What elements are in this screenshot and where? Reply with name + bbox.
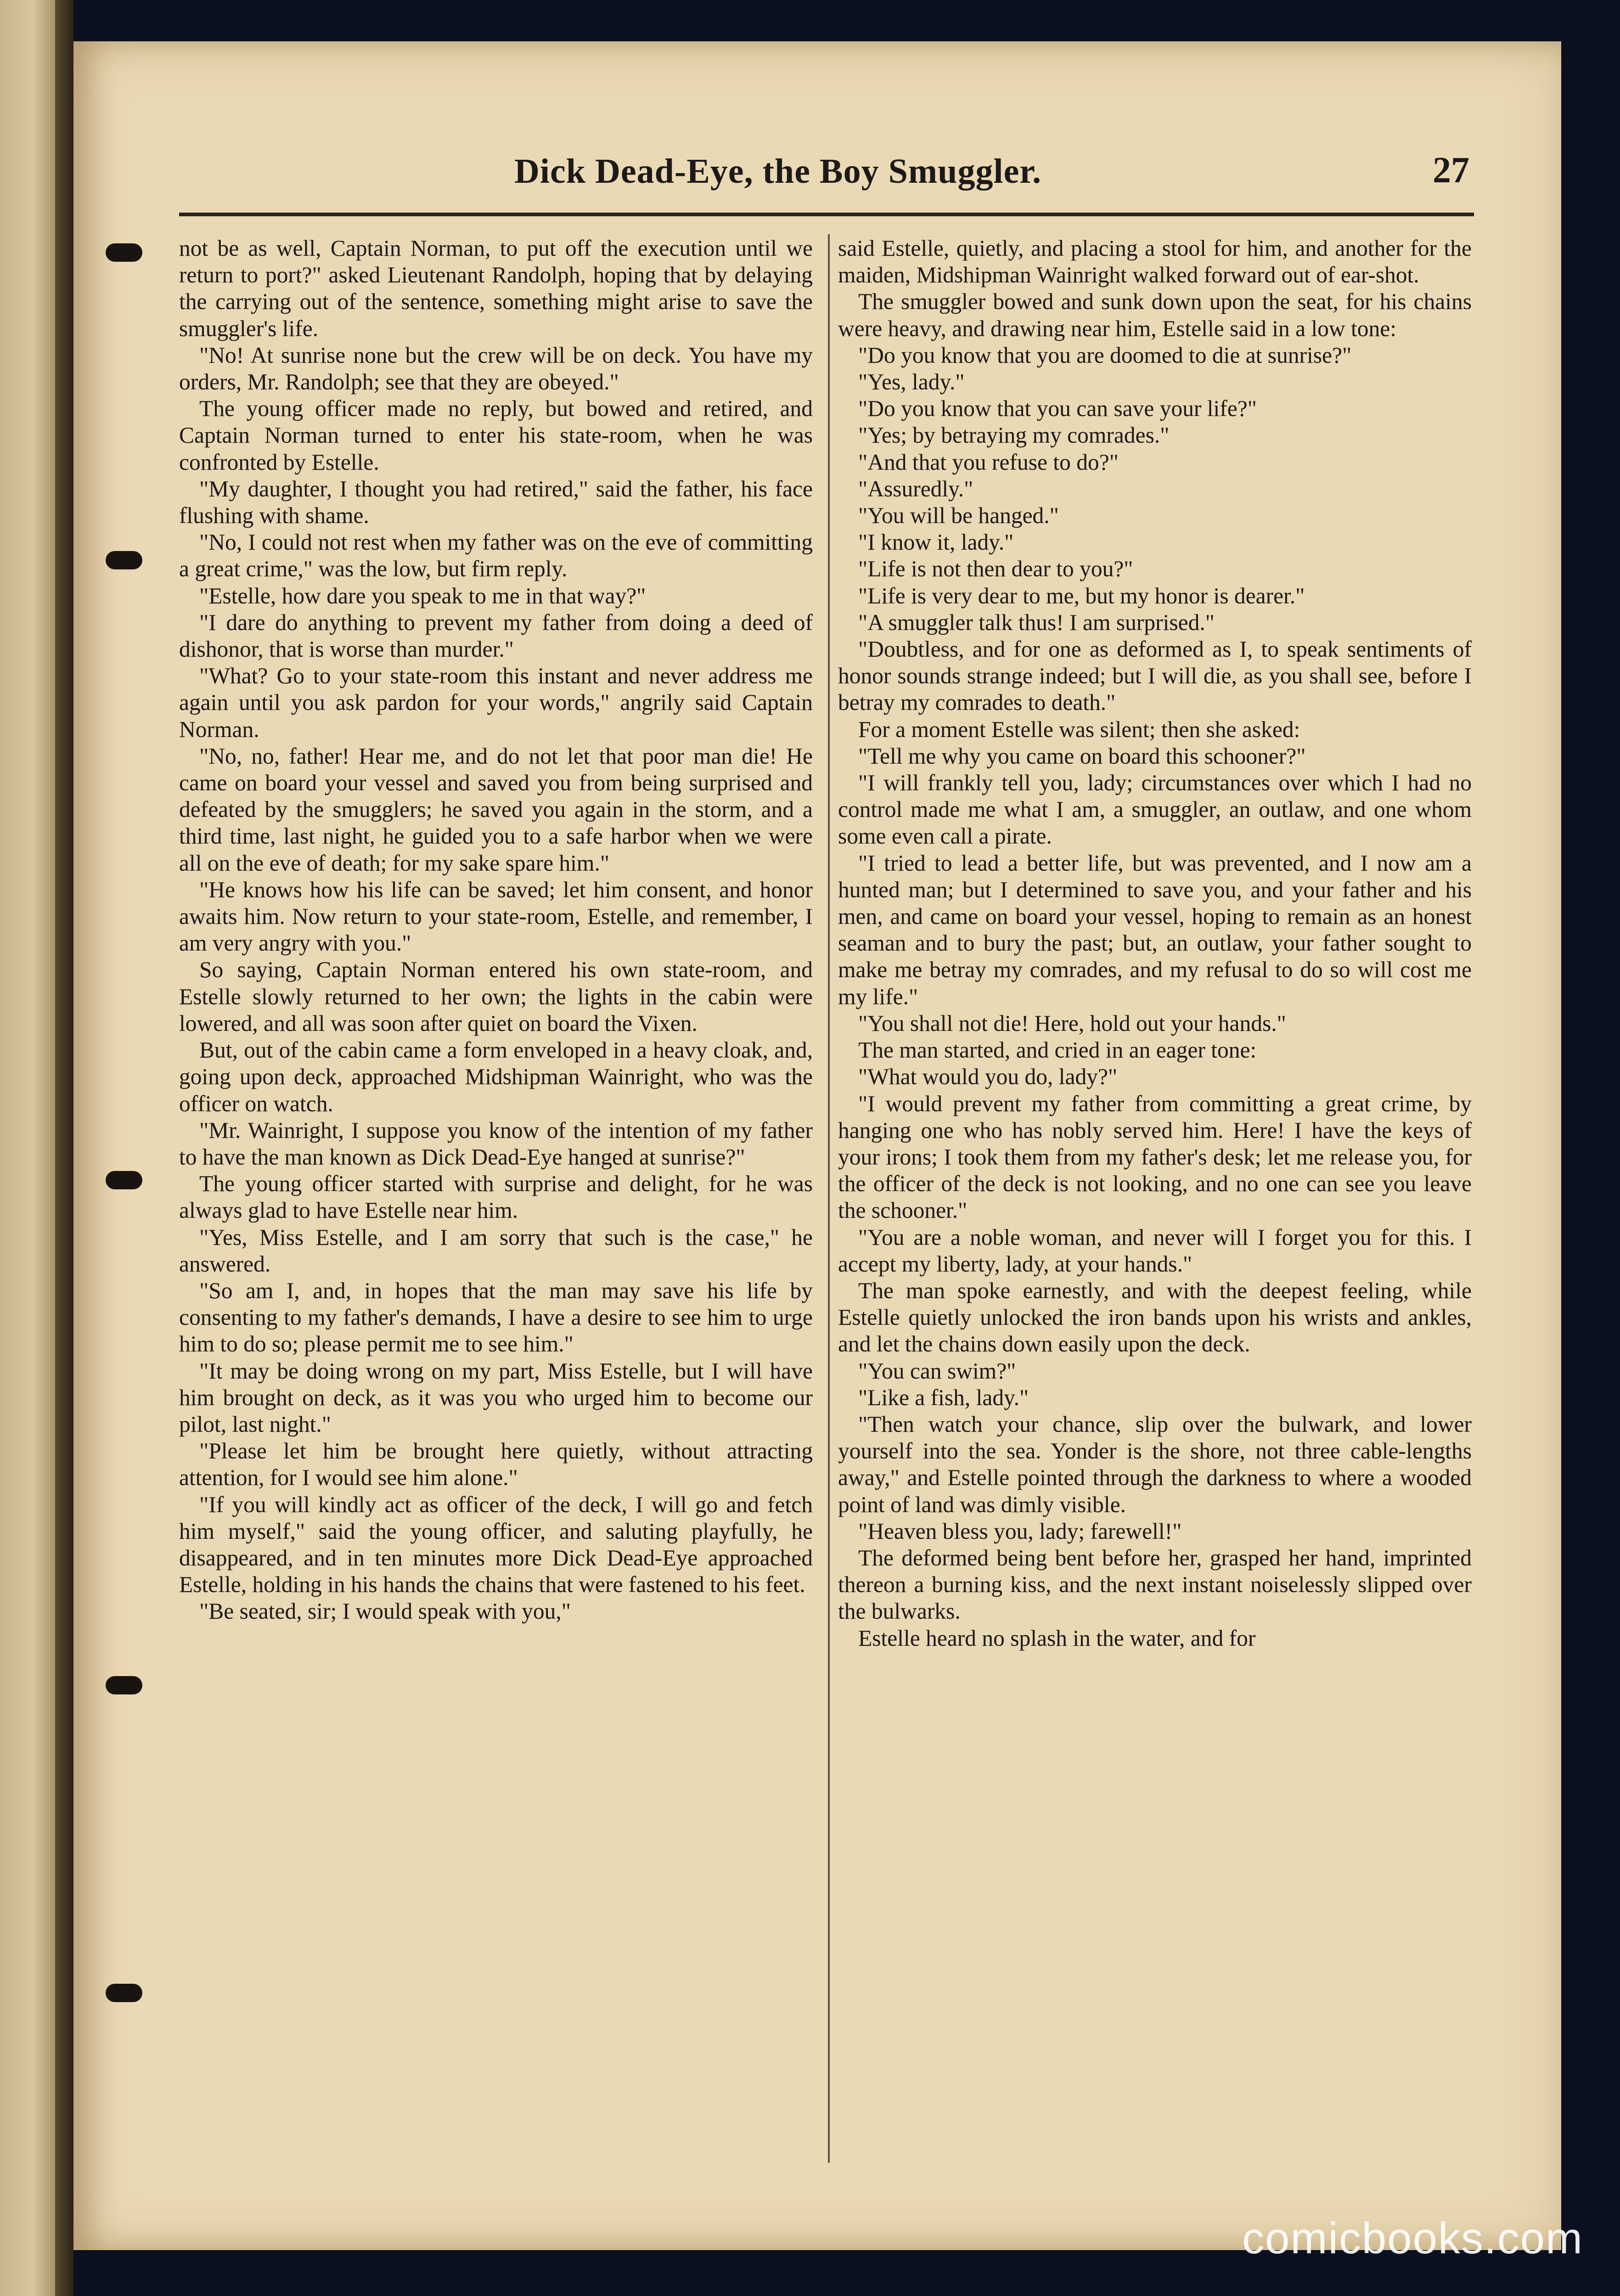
- paragraph: "I know it, lady.": [858, 529, 1014, 555]
- paragraph: "Assuredly.": [858, 476, 973, 501]
- paragraph: "Yes, Miss Estelle, and I am sorry that such is the case," he answered.: [179, 1224, 813, 1277]
- paragraph: "My daughter, I thought you had retired," said the father, his face flushing with shame.: [179, 476, 813, 529]
- paragraph: "I dare do anything to prevent my father from doing a deed of dishonor, that is worse than murder.": [179, 609, 813, 662]
- paragraph: The deformed being bent before her, grasped her hand, imprinted thereon a burning kiss, and the next instant noiselessly slipped over the bulwarks.: [838, 1545, 1472, 1624]
- paragraph: not be as well, Captain Norman, to put off the execution until we return to port?" asked Lieutenant Randolph, hoping that by delaying the carrying out of the sentence, something might arise to save the smuggler's life.: [179, 236, 813, 341]
- paragraph: "You are a noble woman, and never will I forget you for this. I accept my liberty, lady, at your hands.": [838, 1224, 1472, 1277]
- paragraph: "You shall not die! Here, hold out your hands.": [858, 1010, 1286, 1036]
- paragraph: The man spoke earnestly, and with the deepest feeling, while Estelle quietly unlocked the iron bands upon his wrists and ankles, and let the chains down easily upon the deck.: [838, 1277, 1472, 1357]
- paragraph: Estelle heard no splash in the water, and for: [858, 1625, 1256, 1651]
- paragraph: "What? Go to your state-room this instant and never address me again until you ask pardon for your words," angrily said Captain Norman.: [179, 663, 813, 742]
- paragraph: "So am I, and, in hopes that the man may save his life by consenting to my father's demands, I have a desire to see him to urge him to do so; please permit me to see him.": [179, 1277, 813, 1357]
- paragraph: The young officer made no reply, but bowed and retired, and Captain Norman turned to enter his state-room, when he was confronted by Estelle.: [179, 396, 813, 475]
- previous-page-edge: [0, 0, 55, 2296]
- paragraph: "What would you do, lady?": [858, 1064, 1118, 1090]
- paragraph: "Do you know that you can save your life?": [858, 396, 1257, 422]
- binding-gutter: [55, 0, 73, 2296]
- paragraph: "Do you know that you are doomed to die at sunrise?": [858, 342, 1352, 368]
- binding-stitch: [106, 551, 142, 569]
- binding-stitch: [106, 1984, 142, 2002]
- running-header: [514, 152, 1469, 207]
- paragraph: "I will frankly tell you, lady; circumstances over which I had no control made me what I am, a smuggler, an outlaw, and one whom some even call a pirate.: [838, 770, 1472, 849]
- binding-stitch: [106, 243, 142, 262]
- column-divider: [828, 234, 830, 2163]
- paragraph: "If you will kindly act as officer of the deck, I will go and fetch him myself," said the young officer, and saluting playfully, he disappeared, and in ten minutes more Dick Dead-Eye approached Estelle, holding in his hands the chains that were fastened to his feet.: [179, 1491, 813, 1598]
- paragraph: "It may be doing wrong on my part, Miss Estelle, but I will have him brought on deck, as it was you who urged him to become our pilot, last night.": [179, 1358, 813, 1437]
- paragraph: So saying, Captain Norman entered his own state-room, and Estelle slowly returned to her own; the lights in the cabin were lowered, and all was soon after quiet on board the Vixen.: [179, 957, 813, 1036]
- running-title: Dick Dead-Eye, the Boy Smuggler.: [514, 152, 1042, 191]
- paragraph: "No, I could not rest when my father was on the eve of committing a great crime," was the low, but firm reply.: [179, 529, 813, 582]
- paragraph: "Doubtless, and for one as deformed as I, to speak sentiments of honor sounds strange indeed; but I will die, as you shall see, before I betray my comrades to death.": [838, 636, 1472, 715]
- paragraph: "Life is very dear to me, but my honor is dearer.": [858, 583, 1305, 608]
- paragraph: "Be seated, sir; I would speak with you,": [199, 1598, 571, 1624]
- paragraph: For a moment Estelle was silent; then she asked:: [858, 716, 1300, 742]
- paragraph: "Please let him be brought here quietly, without attracting attention, for I would see him alone.": [179, 1438, 813, 1491]
- binding-stitch: [106, 1171, 142, 1189]
- paragraph: The smuggler bowed and sunk down upon the seat, for his chains were heavy, and drawing near him, Estelle said in a low tone:: [838, 289, 1472, 341]
- paragraph: "I tried to lead a better life, but was prevented, and I now am a hunted man; but I determined to save you, and your father and his men, and came on board your vessel, hoping to remain as an honest seaman and to bury the past; but, an outlaw, your father sought to make me betray my comrades, and my refusal to do so will cost me my life.": [838, 850, 1472, 1009]
- paragraph: "Mr. Wainright, I suppose you know of the intention of my father to have the man known as Dick Dead-Eye hanged at sunrise?": [179, 1117, 813, 1170]
- paragraph: "He knows how his life can be saved; let him consent, and honor awaits him. Now return to your state-room, Estelle, and remember, I am very angry with you.": [179, 877, 813, 956]
- paragraph: The man started, and cried in an eager tone:: [858, 1037, 1257, 1063]
- paragraph: "No, no, father! Hear me, and do not let that poor man die! He came on board your vessel and saved you from being surprised and defeated by the smugglers; he saved you again in the storm, and a third time, last night, he guided you to a safe harbor when we were all on the eve of death; for my sake spare him.": [179, 743, 813, 876]
- header-rule: [179, 213, 1474, 216]
- page-number: 27: [1433, 150, 1469, 191]
- paragraph: "A smuggler talk thus! I am surprised.": [858, 609, 1215, 635]
- paragraph: "You can swim?": [858, 1358, 1016, 1384]
- paragraph: But, out of the cabin came a form enveloped in a heavy cloak, and, going upon deck, approached Midshipman Wainright, who was the officer on watch.: [179, 1037, 813, 1116]
- paragraph: "Life is not then dear to you?": [858, 556, 1133, 582]
- right-column: [838, 235, 1472, 2159]
- paragraph: "Yes, lady.": [858, 369, 965, 395]
- left-column: [179, 235, 813, 2159]
- paragraph: said Estelle, quietly, and placing a stool for him, and another for the maiden, Midshipman Wainright walked forward out of ear-shot.: [838, 236, 1472, 288]
- paragraph: "Estelle, how dare you speak to me in that way?": [199, 583, 646, 608]
- paragraph: The young officer started with surprise and delight, for he was always glad to have Estelle near him.: [179, 1171, 813, 1223]
- paragraph: "No! At sunrise none but the crew will be on deck. You have my orders, Mr. Randolph; see that they are obeyed.": [179, 342, 813, 395]
- watermark: comicbooks.com: [1242, 2214, 1583, 2263]
- paragraph: "Yes; by betraying my comrades.": [858, 422, 1170, 448]
- paragraph: "Tell me why you came on board this schooner?": [858, 743, 1306, 769]
- binding-stitch: [106, 1676, 142, 1694]
- paragraph: "And that you refuse to do?": [858, 449, 1119, 475]
- paragraph: "Then watch your chance, slip over the bulwark, and lower yourself into the sea. Yonder is the shore, not three cable-lengths away," and Estelle pointed through the darkness to where a wooded point of land was dimly visible.: [838, 1411, 1472, 1517]
- paragraph: "Heaven bless you, lady; farewell!": [858, 1518, 1182, 1544]
- paragraph: "I would prevent my father from committing a great crime, by hanging one who has nobly served him. Here! I have the keys of your irons; I took them from my father's desk; let me release you, for the officer of the deck is not looking, and no one can see you leave the schooner.": [838, 1091, 1472, 1223]
- paragraph: "Like a fish, lady.": [858, 1384, 1029, 1410]
- paragraph: "You will be hanged.": [858, 503, 1059, 529]
